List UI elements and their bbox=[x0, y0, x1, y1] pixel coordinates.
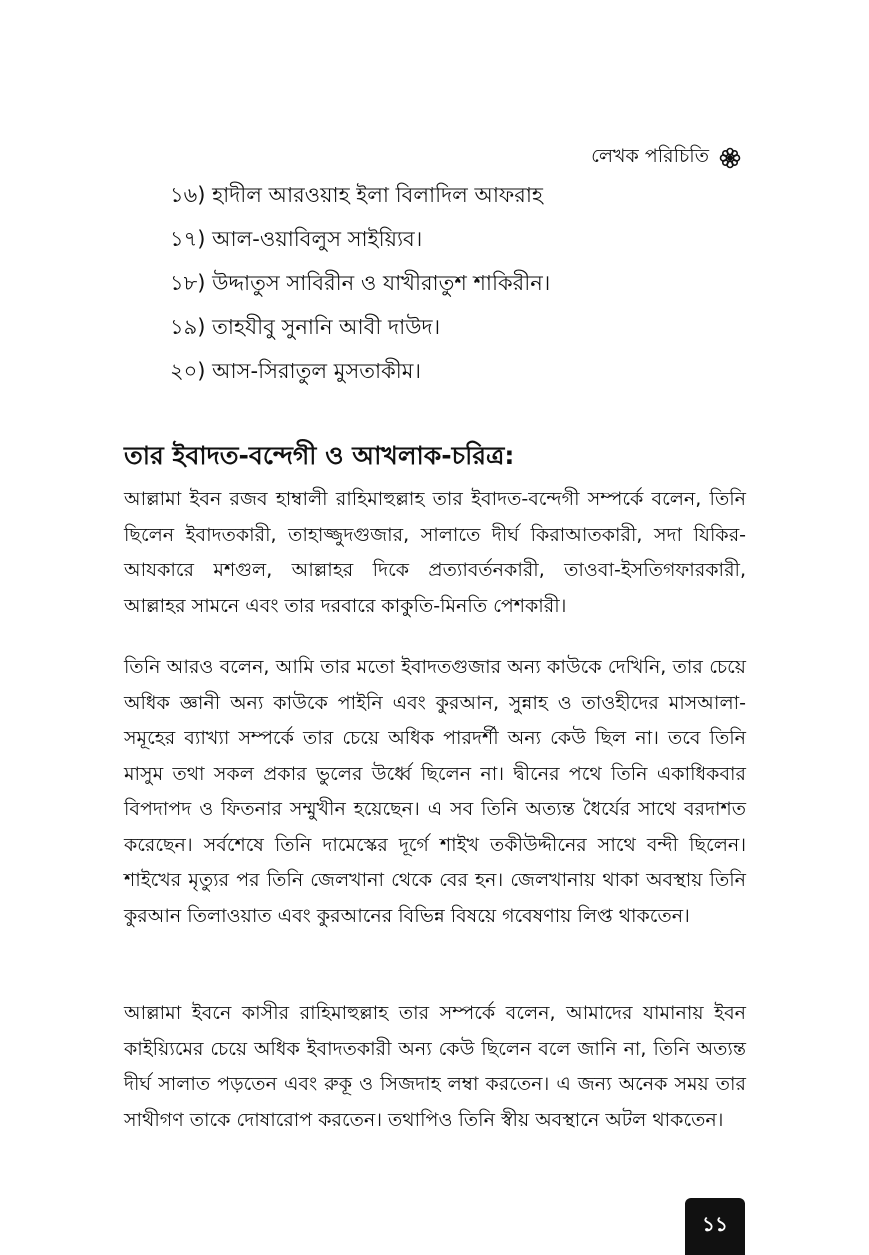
book-list bbox=[170, 178, 550, 398]
flower-ornament-icon bbox=[719, 147, 741, 169]
page-number: ১১ bbox=[685, 1198, 745, 1255]
paragraph: আল্লামা ইবন রজব হাম্বালী রাহিমাহুল্লাহ তার ইবাদত-বন্দেগী সম্পর্কে বলেন, তিনি ছিলেন ইবাদতকারী, তাহাজ্জুদগুজার, সালাতে দীর্ঘ কিরাআতকারী, সদা যিকির-আযকারে মশগুল, আল্লাহর দিকে প্রত্যাবর্তনকারী, তাওবা-ইসতিগফারকারী, আল্লাহর সামনে এবং তার দরবারে কাকুতি-মিনতি পেশকারী। bbox=[124, 488, 746, 617]
list-item: ১৯) তাহযীবু সুনানি আবী দাউদ। bbox=[170, 315, 441, 339]
section-heading: তার ইবাদত-বন্দেগী ও আখলাক-চরিত্র: bbox=[124, 441, 515, 470]
list-item: ২০) আস-সিরাতুল মুসতাকীম। bbox=[170, 359, 421, 383]
paragraph: আল্লামা ইবনে কাসীর রাহিমাহুল্লাহ তার সম্পর্কে বলেন, আমাদের যামানায় ইবন কাইয়্যিমের চেয়ে অধিক ইবাদতকারী অন্য কেউ ছিলেন বলে জানি না, তিনি অত্যন্ত দীর্ঘ সালাত পড়তেন এবং রুকূ ও সিজদাহ লম্বা করতেন। এ জন্য অনেক সময় তার সাথীগণ তাকে দোষারোপ করতেন। তথাপিও তিনি স্বীয় অবস্থানে অটল থাকতেন। bbox=[124, 1002, 746, 1131]
header-title: লেখক পরিচিতি bbox=[591, 145, 709, 167]
list-item: ১৮) উদ্দাতুস সাবিরীন ও যাখীরাতুশ শাকিরীন। bbox=[170, 271, 551, 295]
running-header bbox=[591, 142, 741, 174]
paragraph: তিনি আরও বলেন, আমি তার মতো ইবাদতগুজার অন্য কাউকে দেখিনি, তার চেয়ে অধিক জ্ঞানী অন্য কাউকে পাইনি এবং কুরআন, সুন্নাহ ও তাওহীদের মাসআলা-সমূহের ব্যাখ্যা সম্পর্কে তার চেয়ে অধিক পারদর্শী অন্য কেউ ছিল না। তবে তিনি মাসুম তথা সকল প্রকার ভুলের উর্ধ্বে ছিলেন না। দ্বীনের পথে তিনি একাধিকবার বিপদাপদ ও ফিতনার সম্মুখীন হয়েছেন। এ সব তিনি অত্যন্ত ধৈর্যের সাথে বরদাশত করেছেন। সর্বশেষে তিনি দামেস্কের দূর্গে শাইখ তকীউদ্দীনের সাথে বন্দী ছিলেন। শাইখের মৃত্যুর পর তিনি জেলখানা থেকে বের হন। জেলখানায় থাকা অবস্থায় তিনি কুরআন তিলাওয়াত এবং কুরআনের বিভিন্ন বিষয়ে গবেষণায় লিপ্ত থাকতেন। bbox=[124, 656, 746, 927]
list-item: ১৬) হাদীল আরওয়াহ ইলা বিলাদিল আফরাহ bbox=[170, 183, 543, 207]
list-item: ১৭) আল-ওয়াবিলুস সাইয়্যিব। bbox=[170, 227, 423, 251]
